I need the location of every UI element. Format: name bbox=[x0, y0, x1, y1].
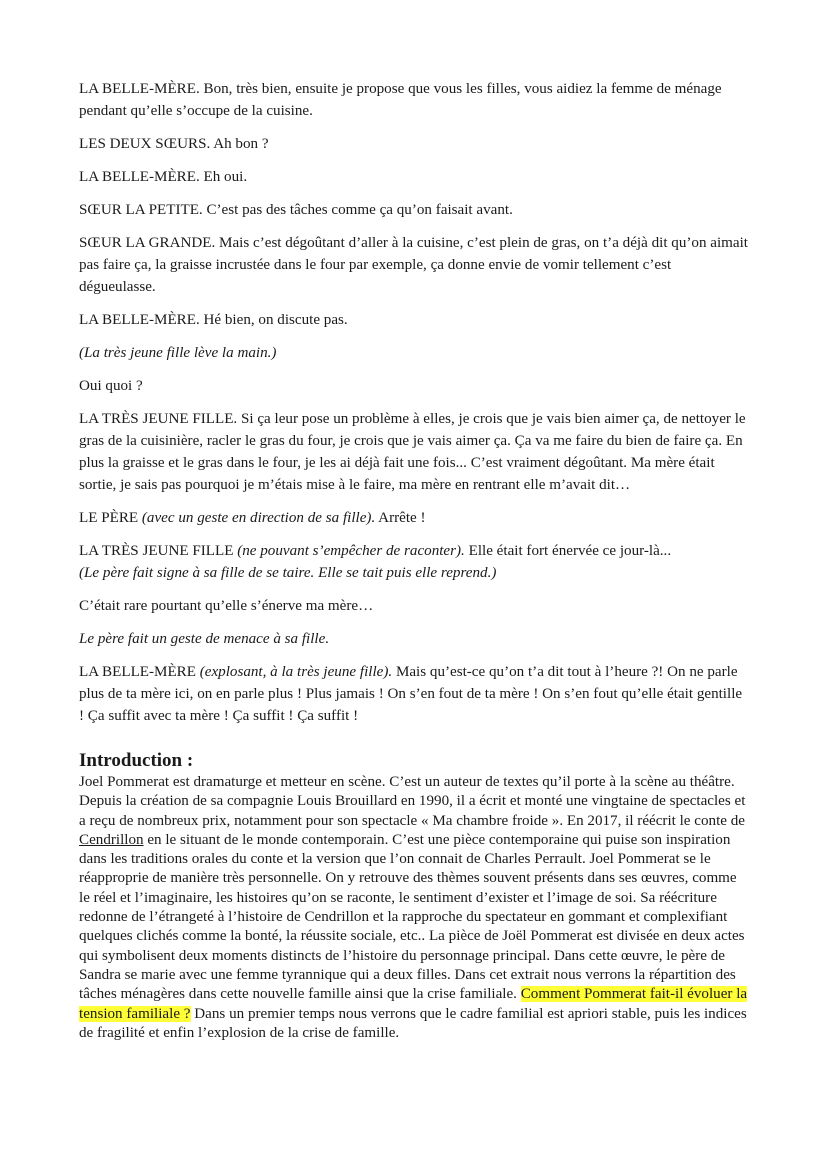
section-heading: Introduction : bbox=[79, 750, 194, 771]
dialogue-line: LA BELLE-MÈRE (explosant, à la très jeune fille). Mais qu’est-ce qu’on t’a dit tout à l’heure ?! On ne parle plus de ta mère ici, on en parle plus ! Plus jamais ! On s’en fout de ta mère ! On s’en fout qu’elle était gentille ! Ça suffit avec ta mère ! Ça suffit ! Ça suffit ! bbox=[79, 664, 743, 724]
dialogue-line: LA BELLE-MÈRE. Hé bien, on discute pas. bbox=[79, 312, 348, 328]
dialogue-line: LA BELLE-MÈRE. Bon, très bien, ensuite je propose que vous les filles, vous aidiez la femme de ménage pendant qu’elle s’occupe de la cuisine. bbox=[79, 81, 722, 119]
document-page bbox=[79, 78, 749, 1043]
dialogue-line: LA TRÈS JEUNE FILLE (ne pouvant s’empêcher de raconter). Elle était fort énervée ce jour-là... (Le père fait signe à sa fille de se taire. Elle se tait puis elle reprend.) bbox=[79, 543, 672, 581]
stage-direction: (Le père fait signe à sa fille de se taire. Elle se tait puis elle reprend.) bbox=[79, 565, 497, 581]
dialogue-line: LES DEUX SŒURS. Ah bon ? bbox=[79, 136, 269, 152]
highlighted-question: Comment Pommerat fait-il évoluer la tension familiale ? bbox=[79, 986, 748, 1022]
introduction-paragraph: Joel Pommerat est dramaturge et metteur en scène. C’est un auteur de textes qu’il porte à la scène au théâtre. Depuis la création de sa compagnie Louis Brouillard en 1990, il a écrit et monté une vingtaine de spectacles et a reçu de nombreux prix, notamment pour son spectacle « Ma chambre froide ». En 2017, il réécrit le conte de Cendrillon en le situant de le monde contemporain. C’est une pièce contemporaine qui puise son inspiration dans les traditions orales du conte et la version que l’on connait de Charles Perrault. Joel Pommerat se le réapproprie de manière très personnelle. On y retrouve des thèmes souvent présents dans ses œuvres, comme le réel et l’imaginaire, les histoires qu’on se raconte, le sentiment d’exister et l’image de soi. Sa réécriture redonne de l’étrangeté à l’histoire de Cendrillon et la rapproche du spectateur en gommant et complexifiant quelques clichés comme la bonté, la réussite sociale, etc.. La pièce de Joël Pommerat est divisée en deux actes qui symbolisent deux moments distincts de l’histoire du personnage principal. Dans cette œuvre, le père de Sandra se marie avec une femme tyrannique qui a deux filles. Dans cet extrait nous verrons la répartition des tâches ménagères dans cette nouvelle famille ainsi que la crise familiale. Comment Pommerat fait-il évoluer la tension familiale ? Dans un premier temps nous verrons que le cadre familial est apriori stable, puis les indices de fragilité et enfin l’explosion de la crise de famille. bbox=[79, 774, 748, 1041]
stage-direction: Le père fait un geste de menace à sa fille. bbox=[79, 631, 330, 647]
dialogue-line: LA TRÈS JEUNE FILLE. Si ça leur pose un problème à elles, je crois que je vais bien aimer ça, de nettoyer le gras de la cuisinière, racler le gras du four, je crois que je vais aimer ça. Ça va me faire du bien de faire ça. En plus la graisse et le gras dans le four, je les ai déjà fait une fois... C’est vraiment dégoûtant. Ma mère était sortie, je sais pas pourquoi je m’étais mise à le faire, ma mère en rentrant elle m’avait dit… bbox=[79, 411, 746, 493]
dialogue-line: LA BELLE-MÈRE. Eh oui. bbox=[79, 169, 248, 185]
dialogue-line: C’était rare pourtant qu’elle s’énerve ma mère… bbox=[79, 598, 374, 614]
underlined-title: Cendrillon bbox=[79, 831, 144, 848]
play-excerpt bbox=[79, 78, 749, 727]
dialogue-line: Oui quoi ? bbox=[79, 378, 143, 394]
stage-direction: (La très jeune fille lève la main.) bbox=[79, 345, 277, 361]
dialogue-line: SŒUR LA GRANDE. Mais c’est dégoûtant d’aller à la cuisine, c’est plein de gras, on t’a déjà dit qu’on aimait pas faire ça, la graisse incrustée dans le four par exemple, ça donne envie de vomir tellement c’est dégueulasse. bbox=[79, 235, 748, 295]
dialogue-line: LE PÈRE (avec un geste en direction de sa fille). Arrête ! bbox=[79, 510, 426, 526]
dialogue-line: SŒUR LA PETITE. C’est pas des tâches comme ça qu’on faisait avant. bbox=[79, 202, 513, 218]
